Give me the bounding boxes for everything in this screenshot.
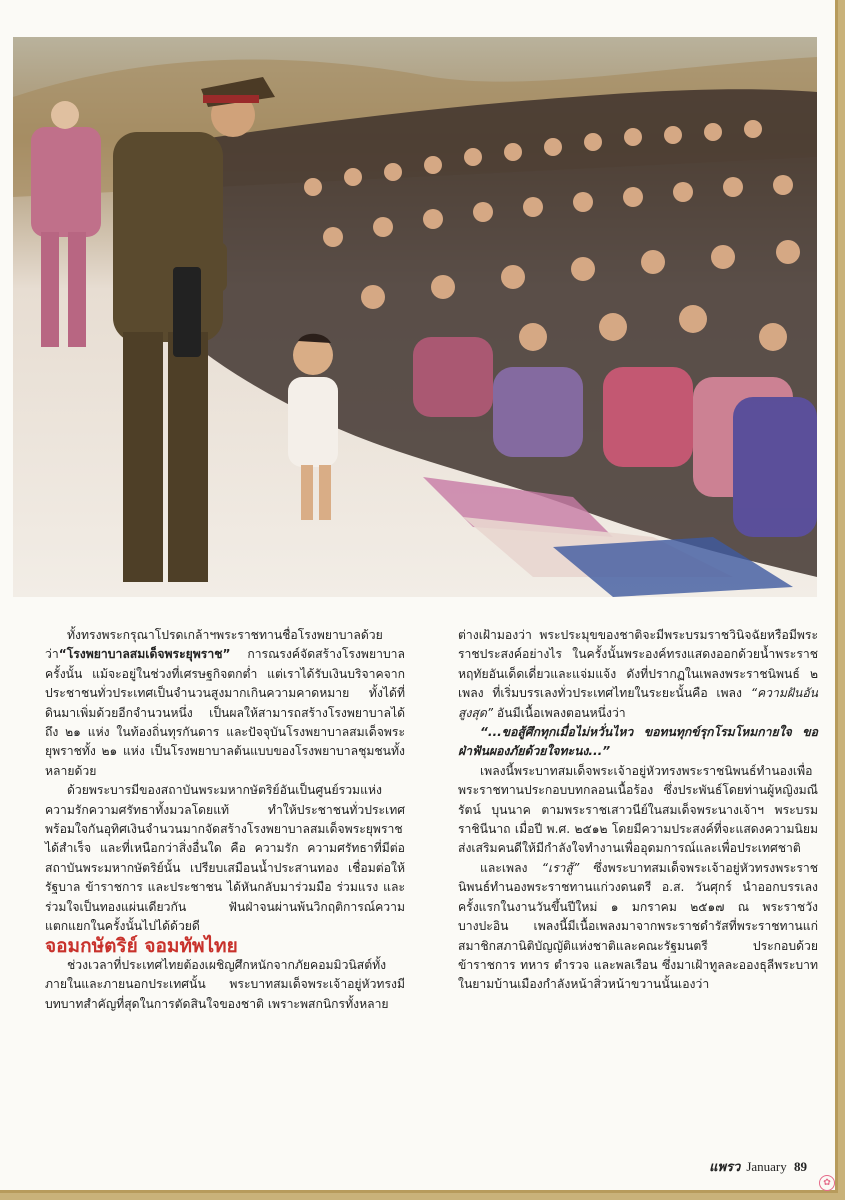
paragraph	[458, 626, 818, 723]
paragraph	[458, 859, 818, 995]
hospital-name-emphasis: “โรงพยาบาลสมเด็จพระยุพราช”	[58, 647, 231, 662]
paragraph: ด้วยพระบารมีของสถาบันพระมหากษัตริย์อันเป็นศูนย์รวมแห่งความรักความศรัทธาทั้งมวลโดยแท้ ทำให้ประชาชนทั่วประเทศพร้อมใจกันอุทิศเงินจำนวนมากจัดสร้างโรงพยาบาลสมเด็จพระยุพราชได้สำเร็จ และที่เหนือกว่าสิ่งอื่นใด คือ ความรัก ความศรัทธาที่มีต่อสถาบันพระมหากษัตริย์นั้น เปรียบเสมือนน้ำประสานทอง เชื่อมต่อให้รัฐบาล ข้าราชการ และประชาชน ได้หันกลับมาร่วมมือ ร่วมแรง และร่วมใจเป็นทองแผ่นเดียวกัน ฟันฝ่าจนผ่านพ้นวิกฤติการณ์ความแตกแยกในครั้งนั้นไปได้ด้วยดี	[45, 783, 405, 934]
paragraph-text: ซึ่งพระบาทสมเด็จพระเจ้าอยู่หัวทรงพระราชนิพนธ์ทำนองพระราชทานแก่วงดนตรี อ.ส. วันศุกร์ นำออกบรรเลงครั้งแรกในงานวันขึ้นปีใหม่ ๑ มกราคม ๒๕๑๗ ณ พระราชวังบางปะอิน เพลงนี้มีเนื้อเพลงมาจากพระราชดำรัสที่พระราชทานแก่สมาชิกสภานิติบัญญัติแห่งชาติและคณะรัฐมนตรี ประกอบด้วยข้าราชการ ทหาร ตำรวจ และพลเรือน ซึ่งมาเฝ้าทูลละอองธุลีพระบาทในยามบ้านเมืองกำลังหน้าสิ่วหน้าขวานนั้นเองว่า	[458, 860, 818, 992]
song-title: “เราสู้”	[541, 860, 580, 875]
right-text-column	[458, 626, 818, 995]
page-number: 89	[794, 1159, 807, 1174]
paragraph: เพลงนี้พระบาทสมเด็จพระเจ้าอยู่หัวทรงพระราชนิพนธ์ทำนองเพื่อพระราชทานประกอบบทกลอนเนื้อร้อง ซึ่งประพันธ์โดยท่านผู้หญิงมณีรัตน์ บุนนาค ตามพระราชเสาวนีย์ในสมเด็จพระนางเจ้าฯ พระบรมราชินีนาถ เมื่อปี พ.ศ. ๒๕๑๒ โดยมีความประสงค์ที่จะแสดงความนิยมส่งเสริมคนดีให้มีกำลังใจทำงานเพื่ออุดมการณ์และเพื่อประเทศชาติ	[458, 763, 818, 856]
paragraph-text: การณรงค์จัดสร้างโรงพยาบาลครั้งนั้น แม้จะอยู่ในช่วงที่เศรษฐกิจตกต่ำ แต่เราได้รับเงินบริจาคจากประชาชนทั่วประเทศเป็นจำนวนสูงมากเกินความคาดหมาย ทั้งได้ที่ดินมาเพิ่มด้วยอีกจำนวนหนึ่ง เป็นผลให้สามารถสร้างโรงพยาบาลได้ถึง ๒๑ แห่ง ในท้องถิ่นทุรกันดาร และปัจจุบันโรงพยาบาลสมเด็จพระยุพราชทั้ง ๒๑ แห่ง เป็นโรงพยาบาลต้นแบบของโรงพยาบาลชุมชนทั้งหลายด้วย	[45, 647, 405, 778]
magazine-logo: แพรว	[709, 1159, 741, 1174]
paragraph	[45, 626, 405, 781]
paragraph-text: อันมีเนื้อเพลงตอนหนึ่งว่า	[493, 705, 626, 720]
photo-king-with-crowd	[13, 37, 817, 597]
paragraph-text: และเพลง	[480, 860, 542, 875]
paragraph-text: ทั้งทรงพระกรุณาโปรดเกล้าฯพระราชทานชื่อโรงพยาบาลด้วยว่า	[45, 628, 383, 662]
song-title: “ความฝันอันสูงสุด”	[458, 686, 818, 720]
corner-mark-icon: ✿	[819, 1175, 835, 1191]
page-footer	[709, 1156, 807, 1177]
left-text-column	[45, 626, 405, 1014]
paragraph-text: ต่างเฝ้ามองว่า พระประมุขของชาติจะมีพระบรมราชวินิจฉัยหรือมีพระราชประสงค์อย่างไร ในครั้งนั้นพระองค์ทรงแสดงออกด้วยน้ำพระราชหฤทัยอันเด็ดเดี่ยวและแจ่มแจ้ง ดังที่ปรากฏในเพลงพระราชนิพนธ์ ๒ เพลง ที่เริ่มบรรเลงทั่วประเทศไทยในระยะนั้นคือ เพลง	[458, 628, 818, 701]
song-lyrics-quote: “...ขอสู้ศึกทุกเมื่อไม่หวั่นไหว ขอทนทุกข์รุกโรมโหมกายใจ ขอฝ่าฟันผองภัยด้วยใจทะนง...”	[458, 725, 818, 759]
issue-month: January	[746, 1159, 787, 1174]
photo-illustration	[13, 37, 817, 597]
paragraph: ช่วงเวลาที่ประเทศไทยต้องเผชิญศึกหนักจากภัยคอมมิวนิสต์ทั้งภายในและภายนอกประเทศนั้น พระบาทสมเด็จพระเจ้าอยู่หัวทรงมีบทบาทสำคัญที่สุดในการตัดสินใจของชาติ เพราะพสกนิกรทั้งหลาย	[45, 957, 405, 1011]
section-heading: จอมกษัตริย์ จอมทัพไทย	[45, 934, 238, 957]
